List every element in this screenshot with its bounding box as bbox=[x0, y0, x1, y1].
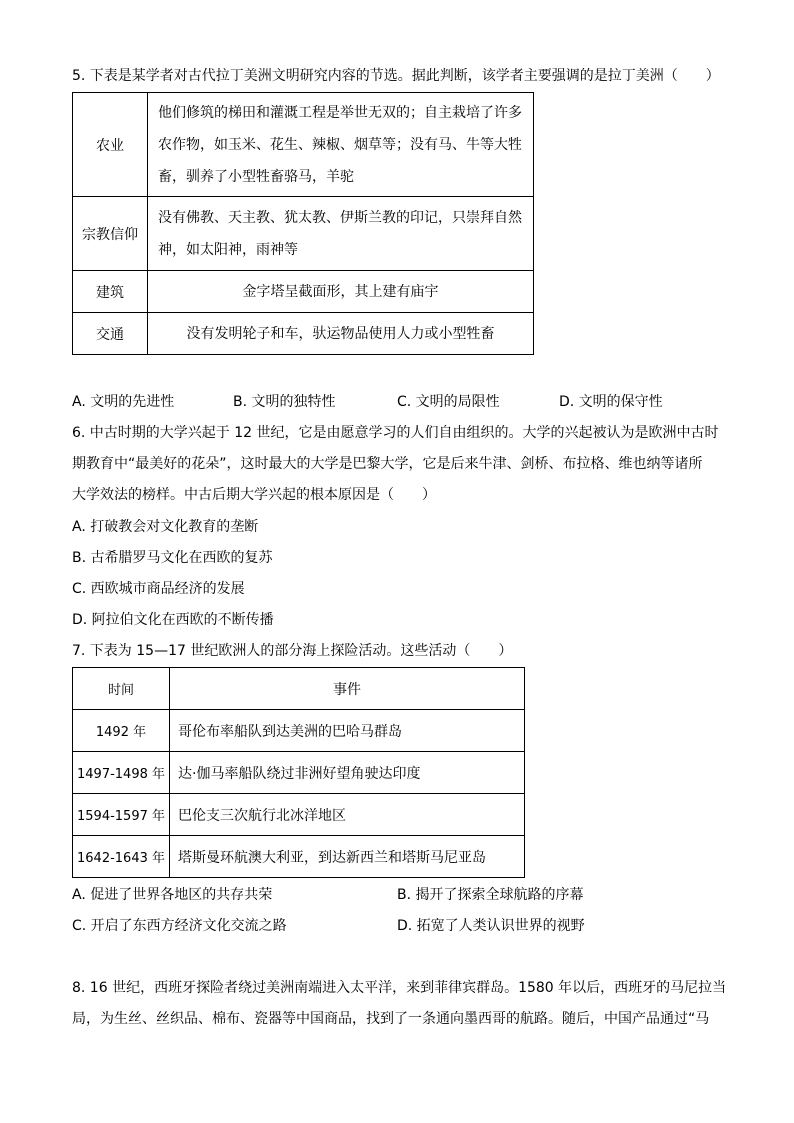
q5-option-c[interactable]: C. 文明的局限性 bbox=[397, 394, 500, 410]
q7-option-d[interactable]: D. 拓宽了人类认识世界的视野 bbox=[397, 918, 585, 934]
content-line: 农作物，如玉米、花生、辣椒、烟草等；没有马、牛等大牲 bbox=[158, 136, 522, 153]
content-line: 畜，驯养了小型牲畜骆马，羊驼 bbox=[158, 168, 354, 185]
table-row bbox=[73, 710, 525, 752]
q6-option-d[interactable]: D. 阿拉伯文化在西欧的不断传播 bbox=[72, 612, 274, 628]
table-header-row bbox=[73, 668, 525, 710]
q6-stem-line: 大学效法的榜样。中古后期大学兴起的根本原因是（ ） bbox=[72, 487, 436, 503]
table-cell-label: 交通 bbox=[73, 313, 148, 355]
q6-stem-line: 期教育中“最美好的花朵”，这时最大的大学是巴黎大学，它是后来牛津、剑桥、布拉格、维也纳等诸所 bbox=[72, 456, 703, 472]
q7-option-b[interactable]: B. 揭开了探索全球航路的序幕 bbox=[397, 887, 584, 903]
table-cell-content: 没有发明轮子和车，驮运物品使用人力或小型牲畜 bbox=[148, 313, 534, 355]
q5-stem: 5. 下表是某学者对古代拉丁美洲文明研究内容的节选。据此判断，该学者主要强调的是拉丁美洲（ ） bbox=[72, 68, 720, 84]
table-header-event: 事件 bbox=[170, 668, 525, 710]
q8-stem-line: 8. 16 世纪，西班牙探险者绕过美洲南端进入太平洋，来到菲律宾群岛。1580 年以后，西班牙的马尼拉当 bbox=[72, 980, 727, 996]
q7-table bbox=[72, 667, 525, 878]
q5-option-b[interactable]: B. 文明的独特性 bbox=[233, 394, 336, 410]
table-row bbox=[73, 197, 534, 271]
q6-option-c[interactable]: C. 西欧城市商品经济的发展 bbox=[72, 581, 245, 597]
q6-option-a[interactable]: A. 打破教会对文化教育的垄断 bbox=[72, 519, 259, 535]
table-cell-event: 哥伦布率船队到达美洲的巴哈马群岛 bbox=[170, 710, 525, 752]
table-cell-event: 塔斯曼环航澳大利亚，到达新西兰和塔斯马尼亚岛 bbox=[170, 836, 525, 878]
table-row bbox=[73, 752, 525, 794]
table-row bbox=[73, 794, 525, 836]
table-cell-time: 1594-1597 年 bbox=[73, 794, 170, 836]
table-cell-label: 农业 bbox=[73, 93, 148, 197]
table-cell-content bbox=[148, 197, 534, 271]
table-row bbox=[73, 271, 534, 313]
q7-option-c[interactable]: C. 开启了东西方经济文化交流之路 bbox=[72, 918, 287, 934]
table-cell-label: 建筑 bbox=[73, 271, 148, 313]
q7-option-a[interactable]: A. 促进了世界各地区的共存共荣 bbox=[72, 887, 273, 903]
table-row bbox=[73, 836, 525, 878]
table-cell-event: 巴伦支三次航行北冰洋地区 bbox=[170, 794, 525, 836]
table-cell-content: 金字塔呈截面形，其上建有庙宇 bbox=[148, 271, 534, 313]
content-line: 神，如太阳神，雨神等 bbox=[158, 241, 298, 258]
q8-stem-line: 局，为生丝、丝织品、棉布、瓷器等中国商品，找到了一条通向墨西哥的航路。随后，中国产品通过“马 bbox=[72, 1011, 710, 1027]
content-line: 他们修筑的梯田和灌溉工程是举世无双的；自主栽培了许多 bbox=[158, 104, 522, 121]
table-cell-time: 1492 年 bbox=[73, 710, 170, 752]
content-line: 没有佛教、天主教、犹太教、伊斯兰教的印记，只崇拜自然 bbox=[158, 209, 522, 226]
q5-table bbox=[72, 92, 534, 355]
table-row bbox=[73, 313, 534, 355]
q7-stem: 7. 下表为 15—17 世纪欧洲人的部分海上探险活动。这些活动（ ） bbox=[72, 643, 513, 659]
q5-option-d[interactable]: D. 文明的保守性 bbox=[559, 394, 663, 410]
table-cell-time: 1642-1643 年 bbox=[73, 836, 170, 878]
table-cell-event: 达·伽马率船队绕过非洲好望角驶达印度 bbox=[170, 752, 525, 794]
q6-option-b[interactable]: B. 古希腊罗马文化在西欧的复苏 bbox=[72, 550, 273, 566]
q5-option-a[interactable]: A. 文明的先进性 bbox=[72, 394, 175, 410]
q6-stem-line: 6. 中古时期的大学兴起于 12 世纪，它是由愿意学习的人们自由组织的。大学的兴起被认为是欧洲中古时 bbox=[72, 425, 719, 441]
table-row bbox=[73, 93, 534, 197]
table-cell-content bbox=[148, 93, 534, 197]
table-cell-time: 1497-1498 年 bbox=[73, 752, 170, 794]
table-header-time: 时间 bbox=[73, 668, 170, 710]
table-cell-label: 宗教信仰 bbox=[73, 197, 148, 271]
